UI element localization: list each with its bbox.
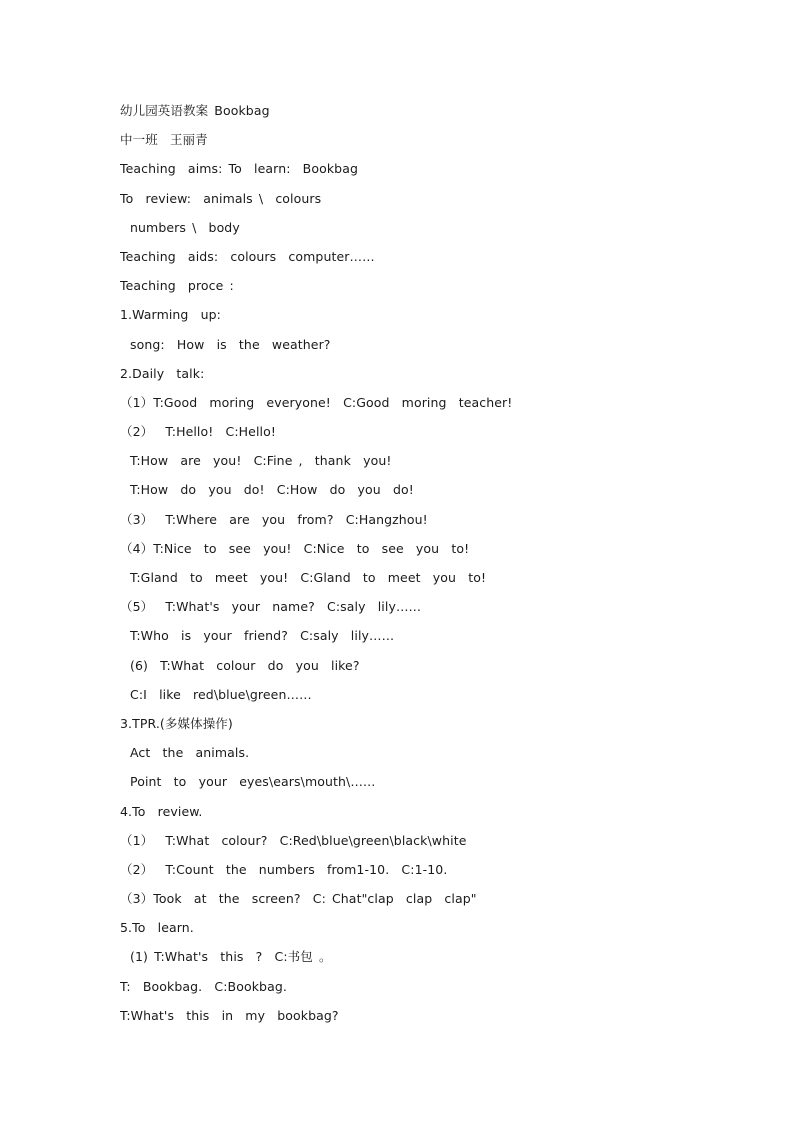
- tpr-line: Act the animals.: [130, 745, 250, 761]
- dialogue-line: C:I like red\blue\green……: [130, 686, 312, 702]
- dialogue-line: （5） T:What's your name? C:saly lily……: [120, 599, 422, 615]
- learn-item: T: Bookbag. C:Bookbag.: [120, 978, 287, 994]
- section-daily-talk: 2.Daily talk:: [120, 365, 205, 381]
- teaching-proce: Teaching proce :: [120, 278, 234, 294]
- teaching-aids: Teaching aids: colours computer……: [120, 248, 375, 264]
- section-warming-up: 1.Warming up:: [120, 307, 221, 323]
- dialogue-line: T:Gland to meet you! C:Gland to meet you to!: [130, 570, 487, 585]
- doc-author: 中一班 王丽青: [120, 132, 208, 148]
- review-item: （3）Took at the screen? C: Chat"clap clap clap": [120, 891, 477, 907]
- song-line: song: How is the weather?: [130, 336, 331, 352]
- learn-item: T:What's this in my bookbag?: [120, 1007, 339, 1023]
- dialogue-line: （4）T:Nice to see you! C:Nice to see you to!: [120, 540, 470, 556]
- dialogue-line: (6) T:What colour do you like?: [130, 657, 360, 673]
- review-item: （1） T:What colour? C:Red\blue\green\black\white: [120, 832, 467, 848]
- dialogue-line: T:Who is your friend? C:saly lily……: [130, 628, 395, 644]
- section-learn: 5.To learn.: [120, 920, 194, 936]
- review-item: （2） T:Count the numbers from1-10. C:1-10.: [120, 861, 448, 877]
- doc-title: 幼儿园英语教案 Bookbag: [120, 103, 270, 118]
- review-line: To review: animals \ colours: [120, 190, 322, 206]
- dialogue-line: （3） T:Where are you from? C:Hangzhou!: [120, 511, 428, 527]
- dialogue-line: （1）T:Good moring everyone! C:Good moring teacher!: [120, 394, 513, 410]
- teaching-aims: Teaching aims: To learn: Bookbag: [120, 161, 359, 177]
- review-line-cont: numbers \ body: [130, 219, 240, 235]
- dialogue-line: T:How do you do! C:How do you do!: [130, 482, 414, 498]
- dialogue-line: T:How are you! C:Fine , thank you!: [130, 453, 392, 469]
- document-body: [120, 100, 740, 1034]
- tpr-line: Point to your eyes\ears\mouth\……: [130, 774, 376, 790]
- learn-item: (1) T:What's this ? C:书包 。: [130, 949, 332, 965]
- dialogue-line: （2） T:Hello! C:Hello!: [120, 424, 276, 440]
- section-review: 4.To review.: [120, 803, 203, 819]
- section-tpr: 3.TPR.(多媒体操作): [120, 715, 233, 731]
